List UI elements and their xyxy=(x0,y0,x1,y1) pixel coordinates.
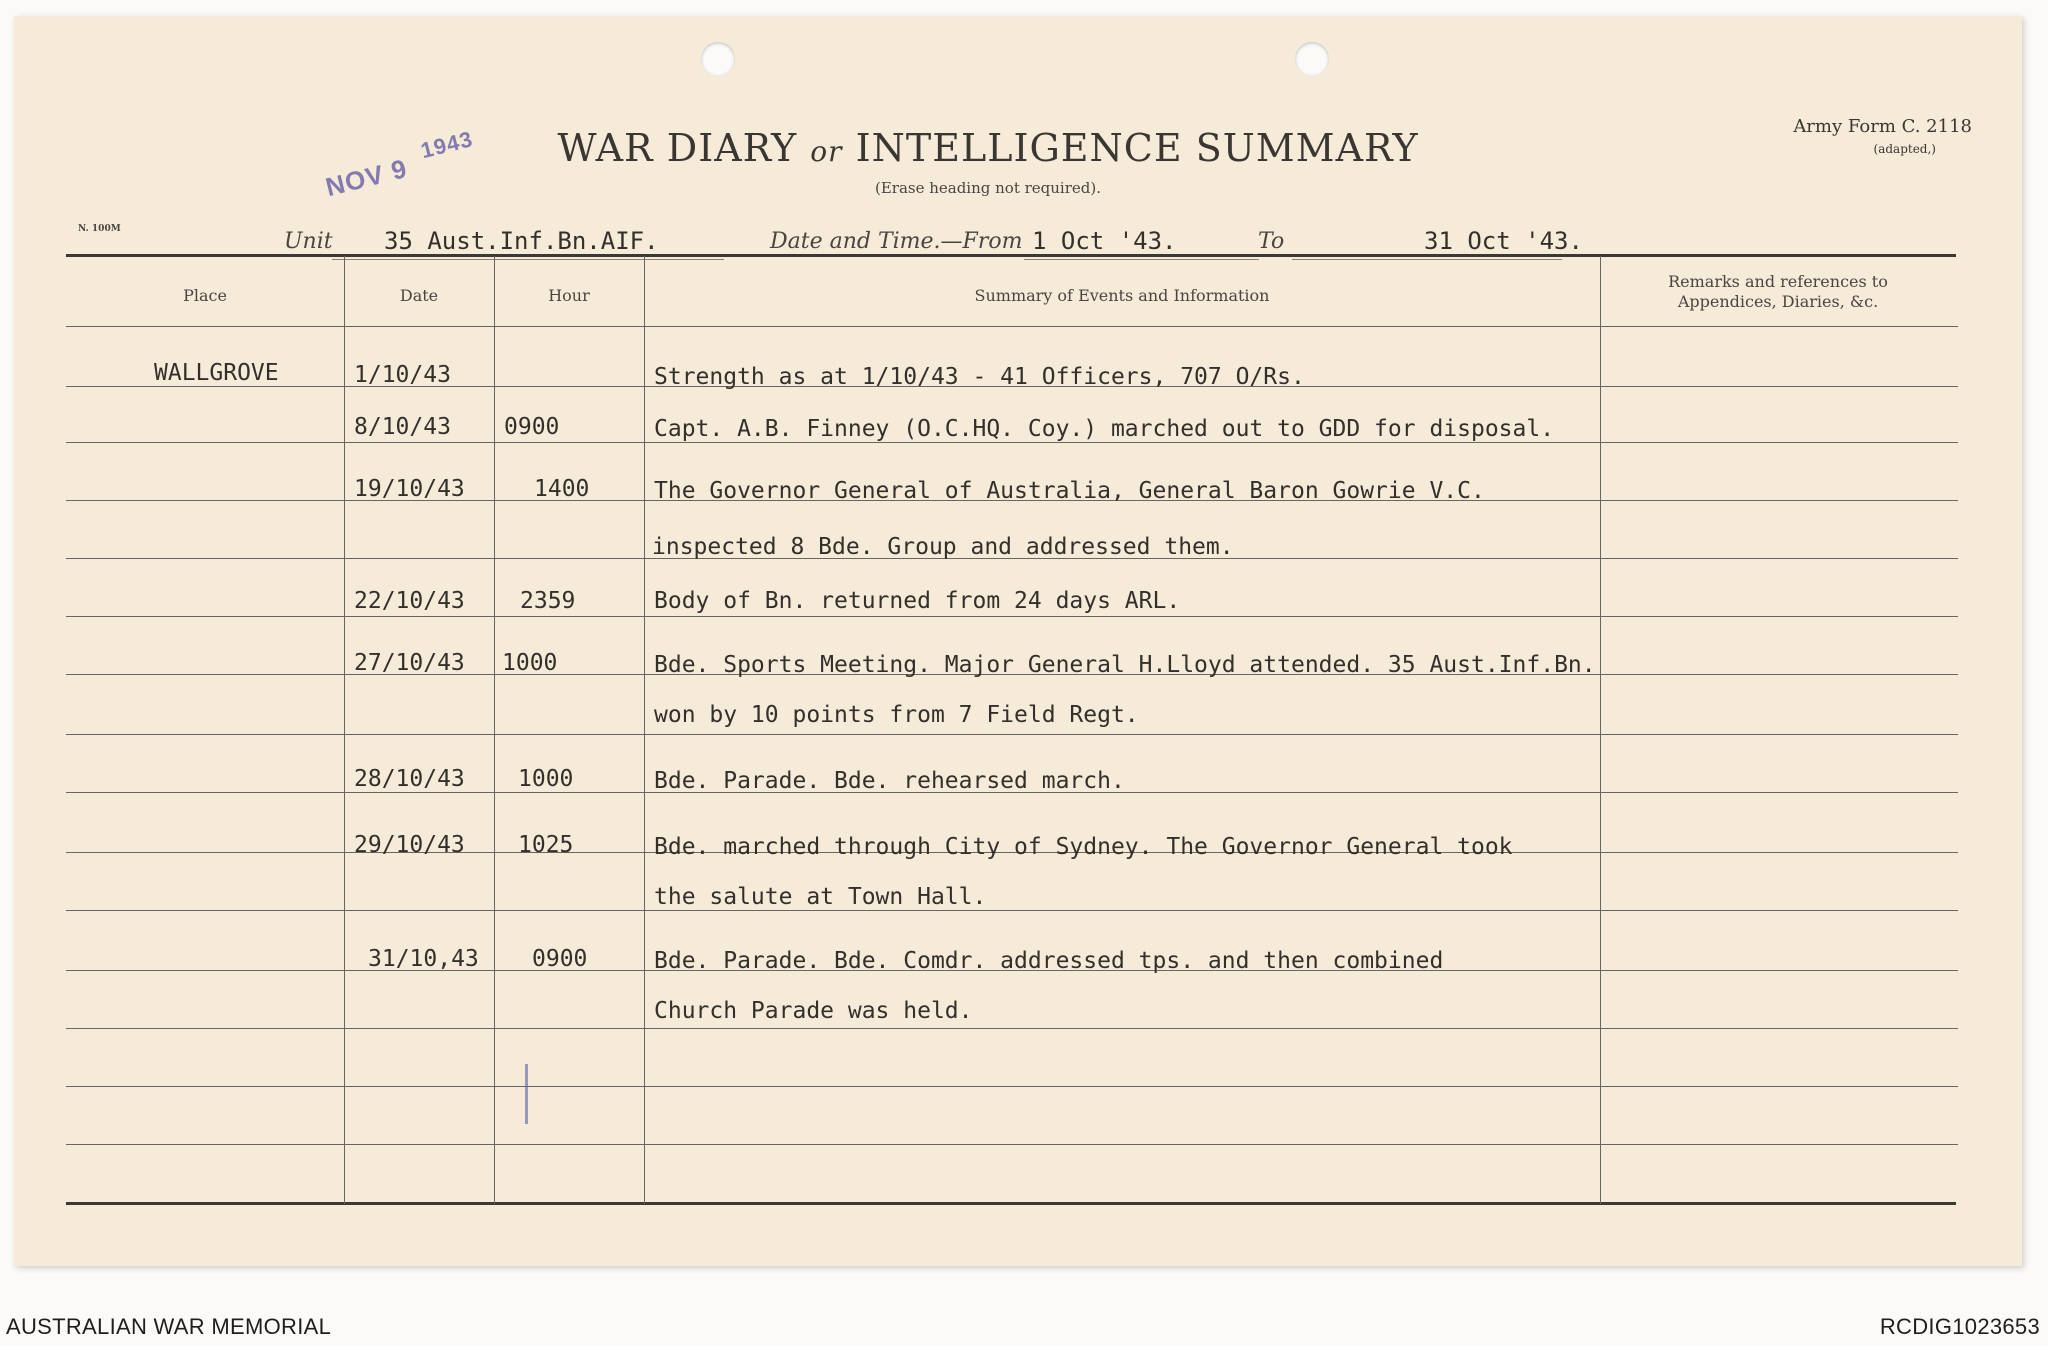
entry-hour: 1000 xyxy=(502,650,558,676)
entry-summary-line: Strength as at 1/10/43 - 41 Officers, 707 O/Rs. xyxy=(654,364,1305,390)
row-rule xyxy=(66,910,1958,911)
to-underline xyxy=(1292,259,1562,260)
entry-date: 27/10/43 xyxy=(354,650,465,676)
entry-hour: 0900 xyxy=(532,946,588,972)
from-underline xyxy=(1024,259,1259,260)
table-top-rule xyxy=(66,254,1956,257)
stamp-year: 1943 xyxy=(418,126,476,164)
unit-label: Unit xyxy=(284,229,333,254)
entry-summary-line: Bde. Parade. Bde. rehearsed march. xyxy=(654,768,1125,794)
row-rule xyxy=(66,1086,1958,1087)
unit-underline xyxy=(332,259,724,260)
row-rule xyxy=(66,734,1958,735)
entry-summary-line: inspected 8 Bde. Group and addressed them. xyxy=(652,534,1234,560)
col-divider-hour-summary xyxy=(644,256,645,1204)
col-heading-place: Place xyxy=(183,286,227,305)
entry-date: 22/10/43 xyxy=(354,588,465,614)
entry-hour: 1025 xyxy=(518,832,574,858)
entry-summary-line: Capt. A.B. Finney (O.C.HQ. Coy.) marched out to GDD for disposal. xyxy=(654,416,1555,442)
table-bottom-rule xyxy=(66,1202,1956,1205)
date-time-label: Date and Time.—From xyxy=(770,229,1023,254)
col-heading-hour: Hour xyxy=(548,286,590,305)
entry-date: 29/10/43 xyxy=(354,832,465,858)
entry-summary-line: Bde. Parade. Bde. Comdr. addressed tps. and then combined xyxy=(654,948,1444,974)
entry-summary-line: Bde. Sports Meeting. Major General H.Lloyd attended. 35 Aust.Inf.Bn. xyxy=(654,652,1596,678)
row-rule xyxy=(66,442,1958,443)
army-form-number: Army Form C. 2118 xyxy=(1793,116,1972,137)
col-heading-summary: Summary of Events and Information xyxy=(974,286,1270,305)
archive-credit: AUSTRALIAN WAR MEMORIAL xyxy=(6,1314,332,1339)
entry-summary-line: the salute at Town Hall. xyxy=(654,884,987,910)
col-heading-date: Date xyxy=(399,286,439,305)
stamp-date: NOV 9 xyxy=(322,152,411,203)
entry-date: 28/10/43 xyxy=(354,766,465,792)
remarks-heading-line1: Remarks and references to xyxy=(1668,272,1888,291)
entry-hour: 2359 xyxy=(520,588,576,614)
to-label: To xyxy=(1258,229,1285,254)
entry-hour: 1400 xyxy=(534,476,590,502)
entry-summary-line: Church Parade was held. xyxy=(654,998,973,1024)
page-subtitle: (Erase heading not required). xyxy=(874,179,1102,197)
col-divider-place-date xyxy=(344,256,345,1204)
header-bottom-rule xyxy=(66,326,1958,327)
entry-date: 8/10/43 xyxy=(354,414,451,440)
entry-summary-line: won by 10 points from 7 Field Regt. xyxy=(654,702,1139,728)
entry-hour: 1000 xyxy=(518,766,574,792)
pencil-mark xyxy=(525,1064,528,1124)
entry-date: 31/10,43 xyxy=(368,946,479,972)
archive-record-id: RCDIG1023653 xyxy=(1879,1314,2040,1339)
army-form-adapted: (adapted,) xyxy=(1873,142,1936,156)
row-rule xyxy=(66,1028,1958,1029)
entry-date: 1/10/43 xyxy=(354,362,451,388)
unit-value: 35 Aust.Inf.Bn.AIF. xyxy=(384,227,659,255)
entry-summary-line: The Governor General of Australia, General Baron Gowrie V.C. xyxy=(654,478,1485,504)
remarks-heading-line2: Appendices, Diaries, &c. xyxy=(1677,292,1879,311)
col-heading-remarks xyxy=(1600,272,1956,312)
entry-summary-line: Bde. marched through City of Sydney. The Governor General took xyxy=(654,834,1513,860)
col-divider-date-hour xyxy=(494,256,495,1204)
punch-hole-right xyxy=(1295,42,1329,76)
page-title xyxy=(0,126,1992,170)
from-date-value: 1 Oct '43. xyxy=(1032,227,1177,255)
entry-date: 19/10/43 xyxy=(354,476,465,502)
entry-summary-line: Body of Bn. returned from 24 days ARL. xyxy=(654,588,1181,614)
title-war-diary: WAR DIARY xyxy=(557,126,798,170)
to-date-value: 31 Oct '43. xyxy=(1424,227,1583,255)
title-or: or xyxy=(810,135,843,168)
war-diary-page xyxy=(14,16,2022,1266)
entry-place: WALLGROVE xyxy=(154,360,279,386)
punch-hole-left xyxy=(701,42,735,76)
form-print-code: N. 100M xyxy=(78,224,121,234)
row-rule xyxy=(66,616,1958,617)
row-rule xyxy=(66,1144,1958,1145)
entry-hour: 0900 xyxy=(504,414,560,440)
title-intelligence-summary: INTELLIGENCE SUMMARY xyxy=(855,126,1419,170)
col-divider-summary-remarks xyxy=(1600,256,1601,1204)
